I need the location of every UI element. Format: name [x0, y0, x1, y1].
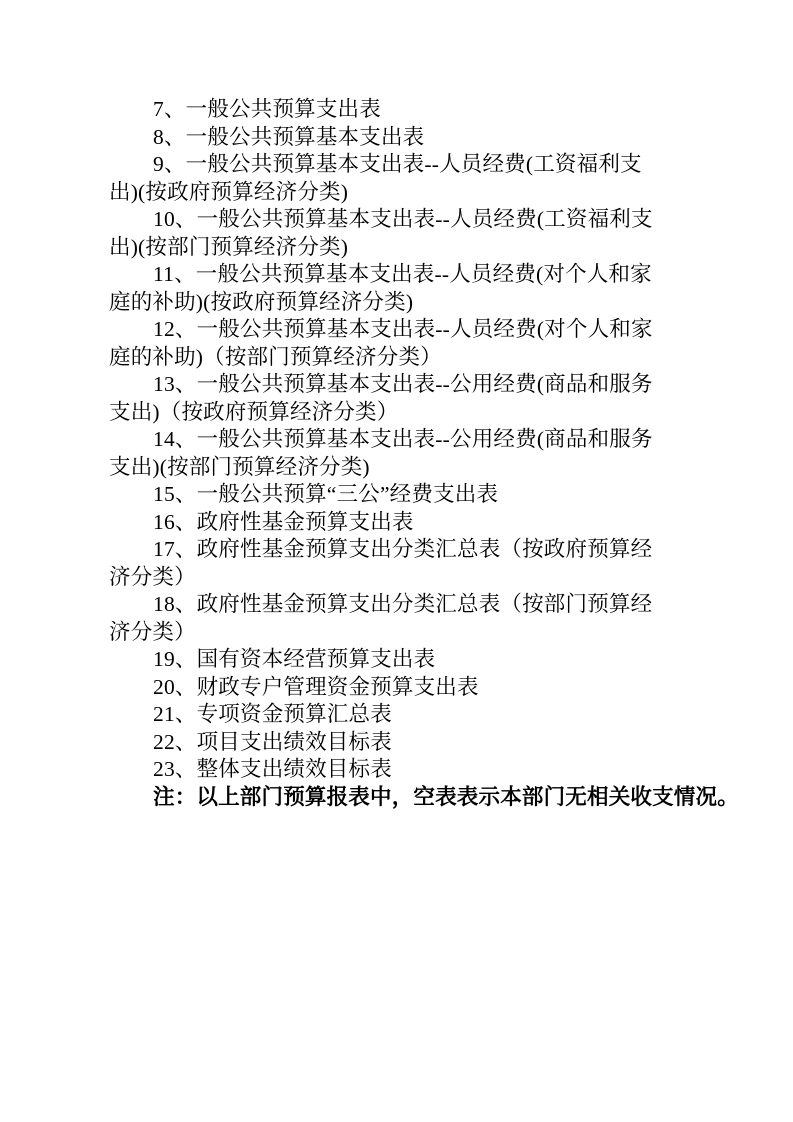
text-line: 济分类）	[109, 619, 196, 644]
text-line: 13、一般公共预算基本支出表--公用经费(商品和服务	[153, 372, 653, 396]
text-line: 庭的补助)(按政府预算经济分类)	[109, 289, 414, 314]
text-line: 16、政府性基金预算支出表	[153, 509, 414, 534]
text-line: 11、一般公共预算基本支出表--人员经费(对个人和家	[153, 262, 652, 286]
text-line: 15、一般公共预算“三公”经费支出表	[153, 482, 499, 506]
text-line: 7、一般公共预算支出表	[153, 97, 381, 121]
note-line: 注：以上部门预算报表中，空表表示本部门无相关收支情况。	[153, 784, 739, 809]
text-line: 22、项目支出绩效目标表	[153, 729, 392, 754]
text-line: 23、整体支出绩效目标表	[153, 757, 392, 781]
text-line: 庭的补助)（按部门预算经济分类）	[109, 344, 442, 369]
text-line: 17、政府性基金预算支出分类汇总表（按政府预算经	[153, 537, 653, 561]
text-line: 9、一般公共预算基本支出表--人员经费(工资福利支	[153, 152, 642, 176]
text-line: 支出)（按政府预算经济分类）	[109, 399, 399, 424]
text-line: 21、专项资金预算汇总表	[153, 702, 392, 726]
document-body	[109, 96, 739, 811]
text-line: 14、一般公共预算基本支出表--公用经费(商品和服务	[153, 427, 653, 451]
text-line: 8、一般公共预算基本支出表	[153, 124, 425, 149]
text-line: 济分类）	[109, 564, 196, 589]
text-line: 支出)(按部门预算经济分类)	[109, 454, 370, 479]
text-line: 18、政府性基金预算支出分类汇总表（按部门预算经	[153, 592, 653, 616]
text-line: 20、财政专户管理资金预算支出表	[153, 674, 479, 699]
text-line: 12、一般公共预算基本支出表--人员经费(对个人和家	[153, 317, 653, 341]
text-line: 出)(按政府预算经济分类)	[109, 179, 349, 204]
text-line: 19、国有资本经营预算支出表	[153, 647, 436, 671]
text-line: 出)(按部门预算经济分类)	[109, 234, 349, 259]
text-line: 10、一般公共预算基本支出表--人员经费(工资福利支	[153, 207, 653, 231]
